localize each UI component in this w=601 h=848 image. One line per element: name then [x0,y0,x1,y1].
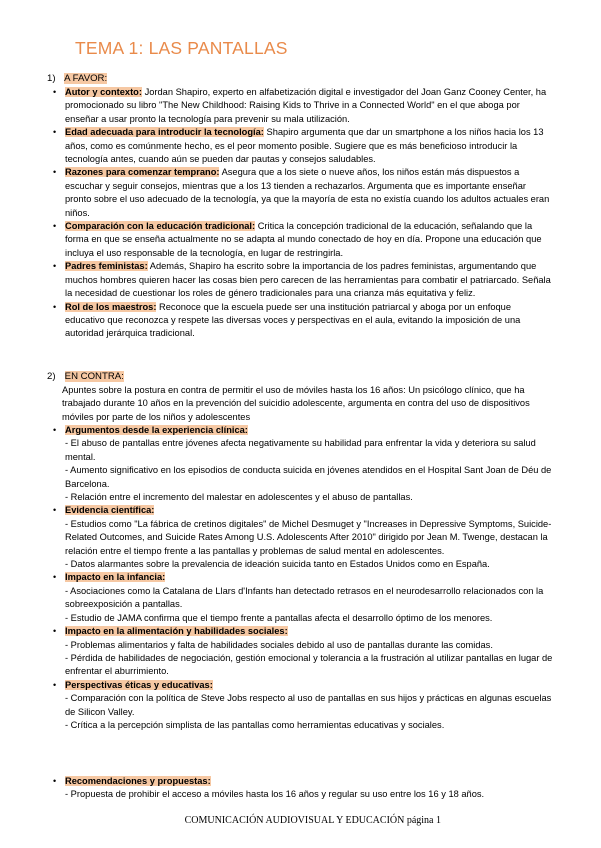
bullet-icon: • [53,572,57,583]
bullet-icon: • [53,87,57,97]
footer-text: COMUNICACIÓN AUDIOVISUAL Y EDUCACIÓN página 1 [184,815,441,826]
list-item [53,220,553,260]
item-point: - Relación entre el incremento del malestar en adolescentes y el abuso de pantallas. [65,492,413,503]
section-number: 1) [47,73,56,84]
bullet-icon: • [53,679,57,690]
item-text: Asegura que a los siete o nueve años, los niños están más dispuestos a escuchar y seguir consejos, mientras que a los 13 tienden a rechazarlos. Argumenta que es importante enseñar pronto sobre el uso adecuado de la tecnología, ya que la mayoría de esta no existía cuando los adultos actuales eran niños. [65,167,550,218]
section-en-contra-intro [62,384,552,424]
list-item [53,504,553,571]
section-heading-label: A FAVOR: [64,73,108,84]
item-point: - Datos alarmantes sobre la prevalencia de ideación suicida tanto en Estados Unidos como en España. [65,559,490,570]
section-a-favor-list [53,86,553,341]
section-heading-label: EN CONTRA: [64,371,124,382]
bullet-icon: • [53,626,57,637]
list-item [53,571,553,625]
section-heading-a-favor [47,72,107,85]
list-item [53,260,553,300]
item-label: Impacto en la infancia: [65,572,166,583]
item-label: Razones para comenzar temprano: [65,167,220,178]
item-label: Padres feministas: [65,261,148,272]
item-text: Shapiro argumenta que dar un smartphone a los niños hacia los 13 años, como es comúnmente hecho, es el peor momento posible. Sugiere que es más beneficioso introducir la tecnología antes, cuando aún se pueden dar pautas y consejos saludables. [65,127,544,165]
bullet-icon: • [53,167,57,178]
section-heading-en-contra [47,370,124,383]
item-label: Comparación con la educación tradicional: [65,221,256,232]
item-point: - Asociaciones como la Catalana de Llars d'Infants han detectado retrasos en el neurodesarrollo relacionados con la sobreexposición a pantallas. [65,585,544,610]
item-point: - Propuesta de prohibir el acceso a móviles hasta los 16 años y regular su uso entre los 16 y 18 años. [65,789,485,800]
recommendations-list [53,775,553,802]
item-point: - Crítica a la percepción simplista de las pantallas como herramientas educativas y sociales. [65,719,445,730]
section-en-contra-list [53,424,553,732]
bullet-icon: • [53,505,57,516]
bullet-icon: • [53,221,57,232]
item-point: - Problemas alimentarios y falta de habilidades sociales debido al uso de pantallas durante las comidas. [65,639,493,650]
document-title: TEMA 1: LAS PANTALLAS [75,38,288,58]
intro-paragraph: Apuntes sobre la postura en contra de permitir el uso de móviles hasta los 16 años: Un psicólogo clínico, que ha trabajado durante 10 años en la prevención del suicidio adolescente, argumenta en contra del uso de dispositivos móviles por parte de los niños y adolescentes [62,385,530,422]
item-label: Edad adecuada para introducir la tecnología: [65,127,264,138]
item-point: - Pérdida de habilidades de negociación, gestión emocional y tolerancia a la frustración al utilizar pantallas en lugar de enfrentar el aburrimiento. [65,652,553,677]
bullet-icon: • [53,425,57,435]
item-label: Rol de los maestros: [65,301,157,312]
list-item [53,625,553,679]
item-label: Recomendaciones y propuestas: [65,776,211,786]
item-text: Critica la concepción tradicional de la educación, señalando que la forma en que se enseña actualmente no se adapta al mundo conectado de hoy en día. Propone una educación que incluya el uso responsable de la tecnología, en lugar de restringirla. [65,221,542,258]
item-point: - El abuso de pantallas entre jóvenes afecta negativamente su habilidad para enfrentar la vida y deteriora su salud mental. [65,438,536,462]
item-text: Jordan Shapiro, experto en alfabetización digital e investigador del Joan Ganz Cooney Center, ha promocionado su libro "The New Childhood: Raising Kids to Thrive in a Connected World" en el que aboga por enseñar a usar pronto la tecnología para prevenir su mala utilización. [65,87,547,124]
list-item [53,166,553,220]
item-label: Autor y contexto: [65,87,142,97]
list-item [53,424,553,504]
section-number: 2) [47,371,56,382]
list-item [53,775,553,802]
item-point: - Estudios como "La fábrica de cretinos digitales" de Michel Desmuget y "Increases in Depressive Symptoms, Suicide-Related Outcomes, and Suicide Rates Among U.S. Adolescents After 2010" dirigido por Jean M. Twenge, destacan la relación entre el tiempo frente a las pantallas y problemas de salud mental en adolescentes. [65,518,552,556]
item-label: Evidencia científica: [65,505,155,516]
bullet-icon: • [53,776,57,786]
item-label: Impacto en la alimentación y habilidades sociales: [65,626,288,637]
list-item [53,86,553,126]
bullet-icon: • [53,301,57,312]
item-label: Argumentos desde la experiencia clínica: [65,425,248,435]
list-item [53,679,553,733]
item-text: Además, Shapiro ha escrito sobre la importancia de los padres feministas, argumentando que muchos hombres quieren hacer las cosas bien pero carecen de las herramientas para combatir el patriarcado. Señala la necesidad de cuestionar los roles de género tradicionales para una crianza más equitativa y feliz. [65,261,551,299]
bullet-icon: • [53,261,57,272]
item-point: - Comparación con la política de Steve Jobs respecto al uso de pantallas en sus hijos y prácticas en algunas escuelas de Silicon Valley. [65,693,552,717]
item-point: - Estudio de JAMA confirma que el tiempo frente a pantallas afecta el desarrollo óptimo de los menores. [65,612,493,623]
list-item [53,301,553,341]
list-item [53,126,553,166]
bullet-icon: • [53,127,57,138]
item-point: - Aumento significativo en los episodios de conducta suicida en jóvenes atendidos en el Hospital Sant Joan de Déu de Barcelona. [65,465,552,489]
item-text: Reconoce que la escuela puede ser una institución patriarcal y aboga por un enfoque educativo que reconozca y respete las diversas voces y perspectivas en el aula, evitando la imposición de una autoridad jerárquica tradicional. [65,301,521,339]
item-label: Perspectivas éticas y educativas: [65,679,213,690]
